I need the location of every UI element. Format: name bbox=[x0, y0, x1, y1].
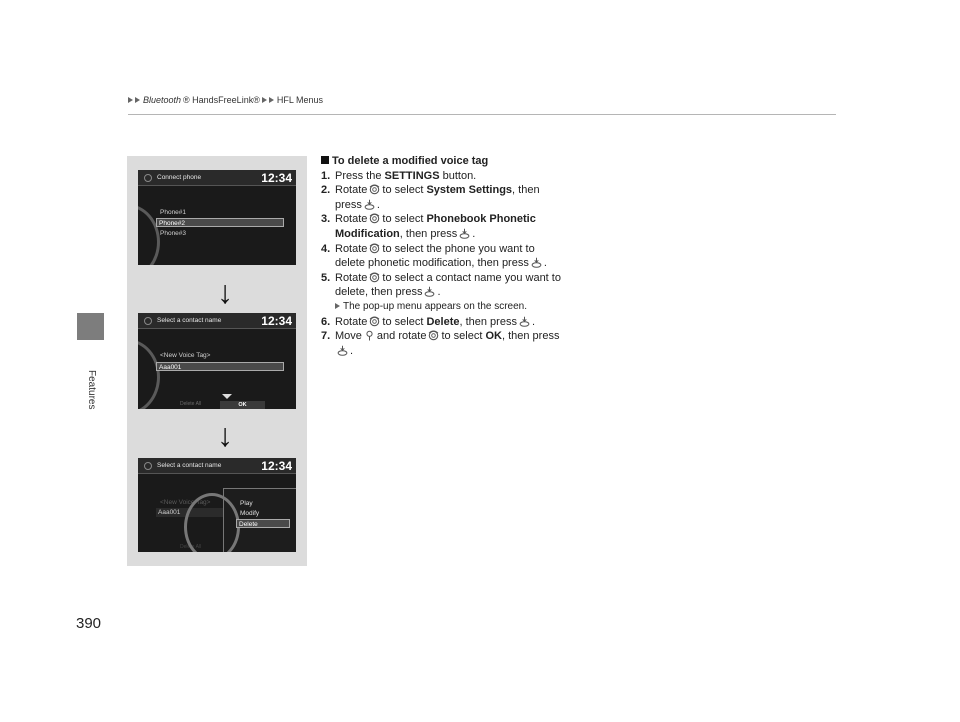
list-item-aaa001[interactable]: Aaa001 bbox=[156, 508, 228, 517]
step-2: 2. Rotate to select System Settings, then press . bbox=[321, 184, 540, 211]
step-6: 6. Rotate to select Delete, then press . bbox=[321, 315, 536, 328]
popup-item-delete[interactable]: Delete bbox=[236, 519, 290, 528]
page-number: 390 bbox=[76, 615, 102, 632]
selector-knob-icon bbox=[369, 213, 380, 224]
press-knob-icon bbox=[337, 345, 348, 356]
step-4: 4. Rotate to select the phone you want to delete phonetic modification, then press . bbox=[321, 242, 547, 270]
screen-connect-phone bbox=[138, 170, 296, 265]
screen-bottom-bar bbox=[138, 400, 296, 409]
section-tab-marker bbox=[77, 313, 104, 340]
down-arrow-icon: ↓ bbox=[217, 417, 233, 453]
delete-all-option[interactable]: Delete All bbox=[180, 401, 202, 407]
ok-button[interactable]: OK bbox=[220, 401, 265, 409]
step-5: 5. Rotate to select a contact name you want to delete, then press . The pop-up menu appears on the screen. bbox=[321, 271, 566, 315]
status-icon bbox=[144, 174, 152, 182]
breadcrumb-handsfreelink: ® HandsFreeLink® bbox=[183, 95, 260, 105]
press-knob-icon bbox=[531, 257, 542, 268]
status-icon bbox=[144, 462, 152, 470]
screen-select-contact bbox=[138, 313, 296, 409]
screen-title: Select a contact name bbox=[157, 317, 222, 324]
popup-menu bbox=[223, 488, 296, 552]
popup-dial-arc bbox=[184, 493, 240, 552]
breadcrumb-arrow-icon bbox=[262, 97, 267, 103]
breadcrumb bbox=[128, 95, 323, 105]
screen-clock: 12:34 bbox=[261, 459, 292, 473]
press-knob-icon bbox=[519, 316, 530, 327]
scroll-down-icon bbox=[222, 394, 232, 399]
selector-knob-icon bbox=[369, 316, 380, 327]
breadcrumb-bluetooth: Bluetooth bbox=[143, 95, 182, 105]
delete-all-option[interactable]: Delete All bbox=[180, 544, 202, 550]
step-7: 7. Move and rotate to select OK, then press. bbox=[321, 330, 560, 357]
list-item-aaa001[interactable]: Aaa001 bbox=[156, 362, 284, 371]
down-arrow-icon: ↓ bbox=[217, 274, 233, 310]
breadcrumb-hfl-menus: HFL Menus bbox=[276, 95, 324, 105]
list-item-phone-3[interactable]: Phone#3 bbox=[160, 230, 187, 237]
breadcrumb-arrow-icon bbox=[128, 97, 133, 103]
screen-title: Select a contact name bbox=[157, 462, 222, 469]
list-item-new-voice-tag[interactable]: <New Voice Tag> bbox=[160, 352, 211, 359]
section-label: Features bbox=[86, 370, 97, 410]
screen-title: Connect phone bbox=[157, 174, 202, 181]
dial-arc bbox=[138, 339, 160, 409]
header-rule bbox=[128, 114, 836, 115]
status-icon bbox=[144, 317, 152, 325]
screen-title-bar bbox=[138, 458, 296, 474]
selector-knob-icon bbox=[369, 272, 380, 283]
section-heading: To delete a modified voice tag bbox=[321, 154, 566, 169]
popup-item-play[interactable]: Play bbox=[240, 500, 253, 507]
press-knob-icon bbox=[364, 199, 375, 210]
list-item-phone-1[interactable]: Phone#1 bbox=[160, 209, 187, 216]
instructions bbox=[321, 154, 566, 358]
screen-title-bar bbox=[138, 170, 296, 186]
step-3: 3. Rotate to select Phonebook Phonetic Modification, then press . bbox=[321, 213, 536, 240]
dial-arc bbox=[138, 204, 160, 265]
selector-knob-icon bbox=[369, 184, 380, 195]
breadcrumb-arrow-icon bbox=[269, 97, 274, 103]
list-item-new-voice-tag[interactable]: <New Voice Tag> bbox=[160, 499, 211, 506]
selector-knob-icon bbox=[369, 243, 380, 254]
step-5-note: The pop-up menu appears on the screen. bbox=[335, 300, 566, 315]
selector-knob-icon bbox=[428, 330, 439, 341]
step-1: 1. Press the SETTINGS button. bbox=[321, 169, 477, 182]
list-item-phone-2[interactable]: Phone#2 bbox=[156, 218, 284, 227]
move-stick-icon bbox=[364, 330, 375, 341]
screen-select-contact-popup bbox=[138, 458, 296, 552]
screen-title-bar bbox=[138, 313, 296, 329]
screen-clock: 12:34 bbox=[261, 314, 292, 328]
press-knob-icon bbox=[424, 286, 435, 297]
heading-square-icon bbox=[321, 156, 329, 164]
press-knob-icon bbox=[459, 228, 470, 239]
note-arrow-icon bbox=[335, 303, 340, 309]
popup-item-modify[interactable]: Modify bbox=[240, 510, 260, 517]
screen-clock: 12:34 bbox=[261, 171, 292, 185]
breadcrumb-arrow-icon bbox=[135, 97, 140, 103]
